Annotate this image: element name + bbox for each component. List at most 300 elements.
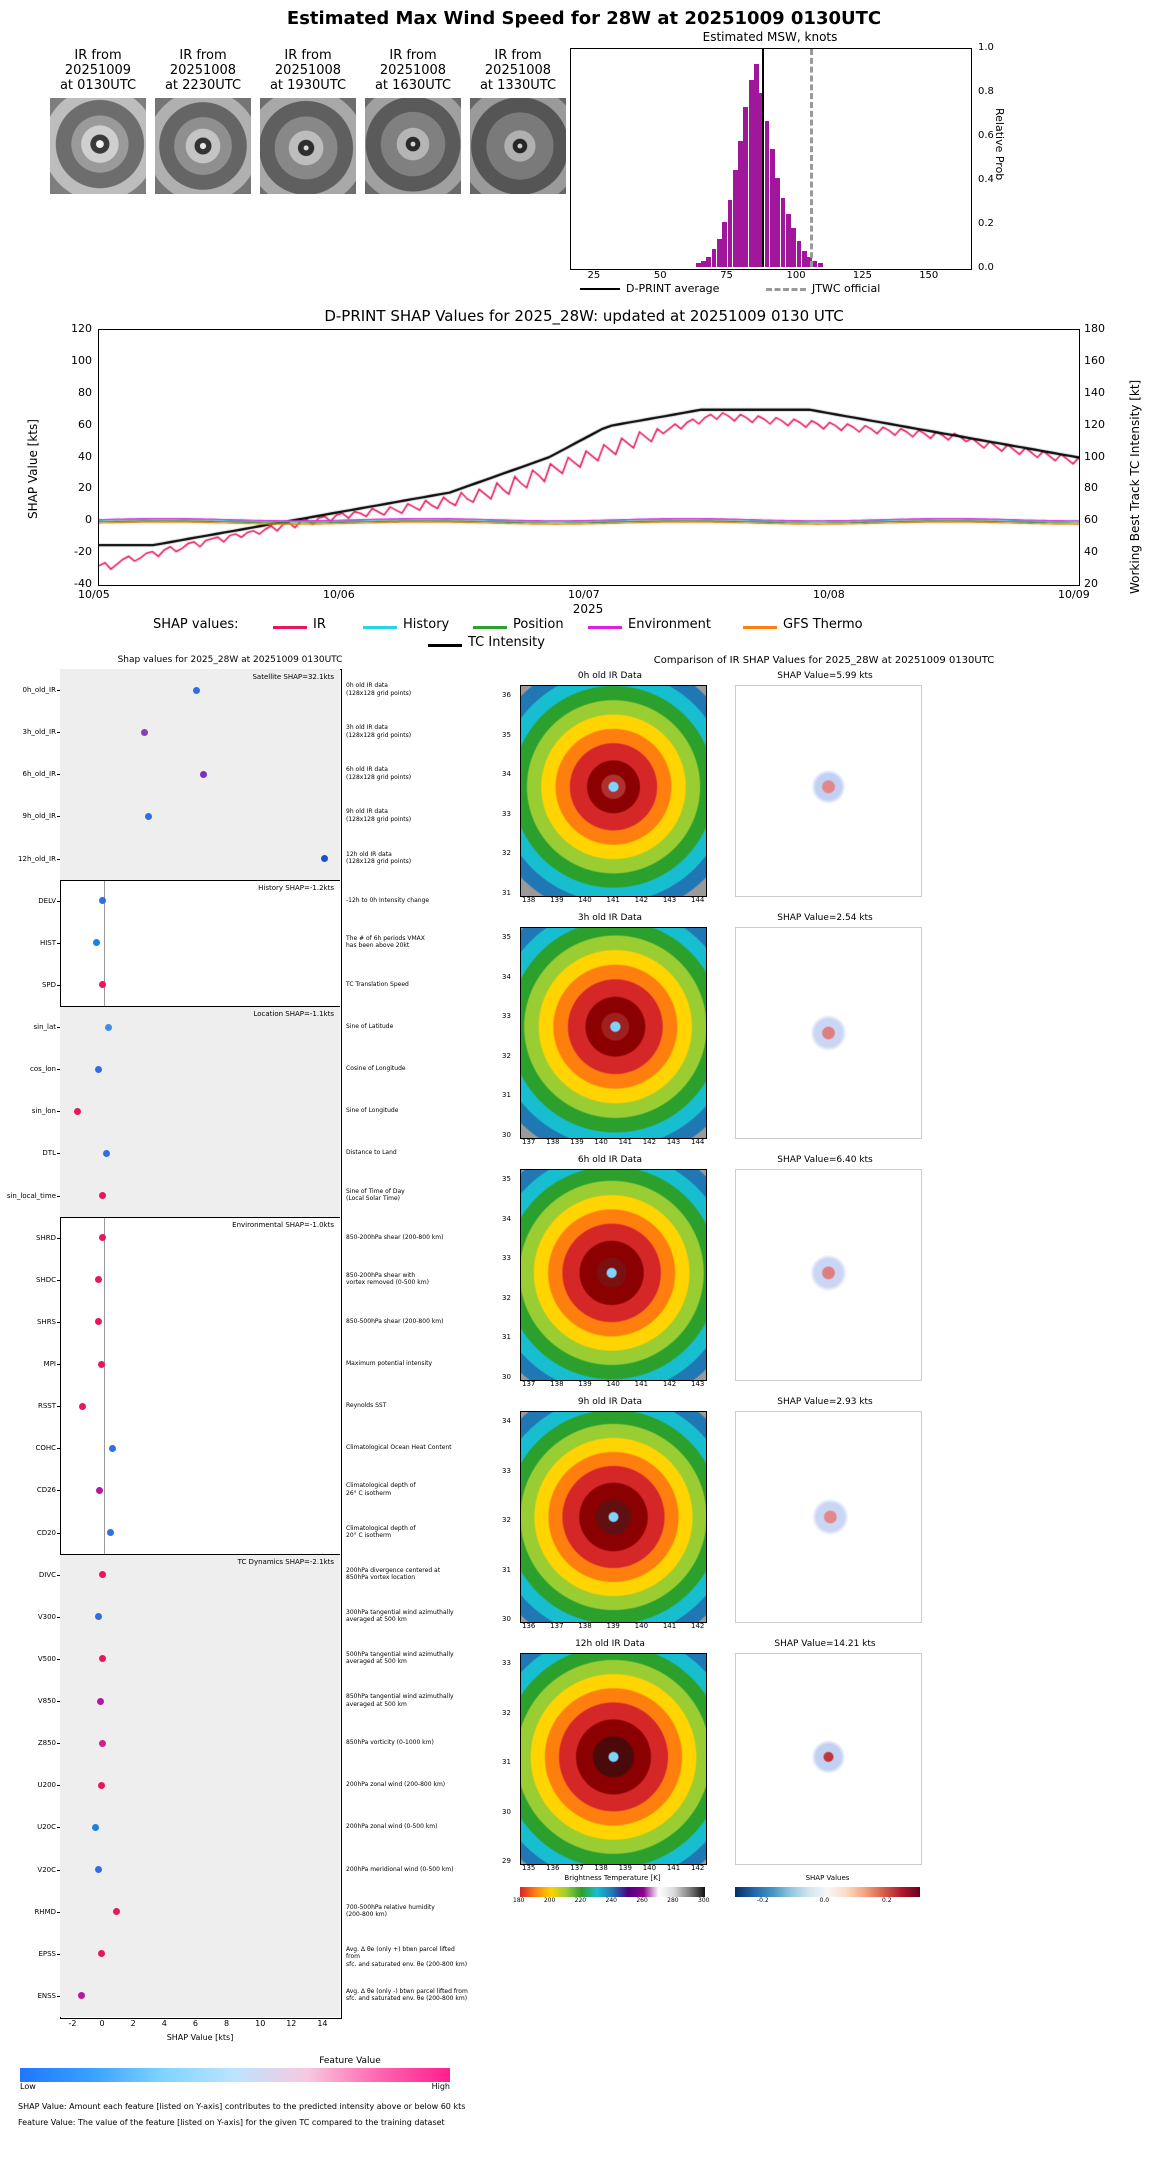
ir-xtick: 140 bbox=[606, 1380, 620, 1388]
shap-image-0h bbox=[735, 685, 922, 897]
shap-feature-label: HIST bbox=[39, 938, 56, 947]
shap-value-dot bbox=[99, 1234, 106, 1241]
shap-feature-label: cos_lon bbox=[30, 1065, 56, 1074]
shap-feature-label: CD20 bbox=[36, 1528, 56, 1537]
shap-group-band bbox=[60, 1006, 340, 1217]
shap-xtick: 8 bbox=[224, 2019, 230, 2028]
shap-feature-description: 200hPa meridional wind (0-500 km) bbox=[346, 1865, 454, 1873]
shap-feature-description: 850hPa tangential wind azimuthally averaged at 500 km bbox=[346, 1693, 454, 1708]
ir-ytick: 32 bbox=[502, 1293, 511, 1302]
shap-colorbar-tick: -0.2 bbox=[757, 1897, 769, 1904]
ir-xtick: 141 bbox=[666, 1864, 681, 1872]
ir-ytick: 32 bbox=[502, 1708, 511, 1717]
shap-row-title-0h: SHAP Value=5.99 kts bbox=[777, 671, 873, 681]
timeseries-left-ytick: 40 bbox=[78, 449, 92, 463]
bt-colorbar-tick: 180 bbox=[513, 1897, 525, 1904]
ir-xtick: 139 bbox=[570, 1138, 584, 1146]
shap-row-tick bbox=[57, 816, 60, 817]
timeseries-xtick: 10/05 bbox=[78, 588, 110, 601]
ir-xtick: 135 bbox=[522, 1864, 536, 1872]
histogram-bar bbox=[781, 198, 786, 267]
timeseries-left-ytick: 0 bbox=[85, 513, 92, 527]
shap-value-dot bbox=[95, 1613, 102, 1620]
legend-label-environment: Environment bbox=[628, 617, 712, 632]
shap-feature-description: 500hPa tangential wind azimuthally averaged at 500 km bbox=[346, 1650, 454, 1666]
ir-xtick: 140 bbox=[578, 896, 592, 904]
histogram-bar bbox=[770, 149, 775, 267]
shap-feature-description: 200hPa divergence centered at 850hPa vortex location bbox=[346, 1566, 441, 1582]
shap-row-tick bbox=[57, 1196, 60, 1197]
histogram-bar bbox=[791, 228, 796, 267]
shap-value-dot bbox=[99, 1192, 106, 1199]
shap-row-tick bbox=[57, 1533, 60, 1534]
ir-ytick: 31 bbox=[502, 1758, 511, 1766]
ir-thumbnail-caption-line3: at 2230UTC bbox=[164, 78, 242, 93]
ir-ytick: 31 bbox=[502, 1565, 511, 1574]
shap-feature-label: SHDC bbox=[36, 1275, 56, 1284]
shap-feature-description: 700-500hPa relative humidity (200-800 km) bbox=[346, 1903, 435, 1919]
histogram-ytick: 0.2 bbox=[978, 218, 994, 229]
shap-feature-label: SPD bbox=[41, 980, 56, 989]
shap-group-header: TC Dynamics SHAP=-2.1kts bbox=[237, 1557, 334, 1566]
histogram-bar bbox=[696, 263, 701, 267]
feature-value-colorbar bbox=[20, 2056, 450, 2090]
legend-dprint-swatch bbox=[580, 288, 620, 290]
shap-feature-label: DIVC bbox=[38, 1570, 56, 1579]
shap-feature-description: TC Translation Speed bbox=[346, 980, 409, 988]
shap-panel-title: Shap values for 2025_28W at 20251009 0130UTC bbox=[117, 655, 343, 665]
shap-row-tick bbox=[57, 732, 60, 733]
shap-row-tick bbox=[57, 1785, 60, 1786]
timeseries-xtick: 10/09 bbox=[1058, 588, 1090, 601]
ir-comparison-panel bbox=[480, 655, 1168, 2115]
shap-feature-label: V20C bbox=[37, 1865, 56, 1874]
shap-row-tick bbox=[57, 1617, 60, 1618]
ir-thumbnail-caption-line2: 20251008 bbox=[379, 63, 447, 78]
shap-value-dot bbox=[99, 1740, 106, 1747]
shap-colorbar-tick: 0.0 bbox=[819, 1897, 830, 1904]
ir-xtick: 142 bbox=[691, 1622, 705, 1630]
ir-ytick: 33 bbox=[502, 1659, 511, 1667]
timeseries-left-axis bbox=[58, 322, 96, 590]
histogram-xtick: 125 bbox=[852, 270, 872, 281]
timeseries-right-ytick: 80 bbox=[1084, 481, 1098, 495]
histogram-bar bbox=[717, 239, 722, 267]
ir-ytick: 30 bbox=[502, 1807, 511, 1816]
shap-feature-label: 6h_old_IR bbox=[22, 770, 56, 779]
ir-thumbnail-caption-line1: IR from bbox=[389, 48, 437, 63]
shap-row-tick bbox=[57, 1069, 60, 1070]
ir-xtick: 136 bbox=[522, 1622, 536, 1630]
shap-feature-label: DELV bbox=[38, 896, 56, 905]
bt-colorbar-tick: 220 bbox=[574, 1897, 587, 1904]
shap-feature-description: Sine of Longitude bbox=[346, 1107, 399, 1115]
shap-group-separator bbox=[60, 1554, 340, 1555]
shap-row-tick bbox=[57, 985, 60, 986]
histogram-bars bbox=[571, 49, 969, 267]
shap-value-dot bbox=[141, 729, 148, 736]
shap-feature-description: 300hPa tangential wind azimuthally averaged at 500 km bbox=[346, 1608, 454, 1624]
legend-swatch-ir bbox=[273, 626, 307, 629]
shap-feature-label: Z850 bbox=[37, 1739, 56, 1748]
ir-xtick: 143 bbox=[662, 896, 677, 904]
shap-row-tick bbox=[57, 901, 60, 902]
shap-feature-label: SHRD bbox=[36, 1233, 56, 1242]
ir-ytick: 30 bbox=[502, 1615, 511, 1623]
ir-xtick: 141 bbox=[634, 1380, 649, 1388]
ir-xtick: 141 bbox=[662, 1622, 677, 1630]
shap-row-tick bbox=[57, 1996, 60, 1997]
ir-row-title-9h: 9h old IR Data bbox=[577, 1397, 643, 1407]
timeseries-canvas bbox=[99, 330, 1079, 585]
shap-row-tick bbox=[57, 1743, 60, 1744]
shap-value-dot bbox=[96, 1487, 103, 1494]
timeseries-left-ytick: 60 bbox=[78, 417, 92, 431]
shap-feature-description: Maximum potential intensity bbox=[346, 1360, 433, 1368]
histogram-bar bbox=[701, 261, 706, 267]
shap-value-dot bbox=[98, 1950, 105, 1957]
shap-row-tick bbox=[57, 1659, 60, 1660]
timeseries-left-ytick: 120 bbox=[71, 322, 92, 335]
ir-xtick: 140 bbox=[594, 1138, 608, 1146]
histogram-bar bbox=[749, 80, 754, 267]
legend-label-history: History bbox=[403, 617, 450, 632]
ir-ytick: 36 bbox=[502, 691, 511, 699]
histogram-bar bbox=[706, 257, 711, 267]
shap-feature-label: V300 bbox=[37, 1612, 56, 1621]
shap-row-tick bbox=[57, 1490, 60, 1491]
ir-xtick: 142 bbox=[634, 896, 649, 904]
timeseries-ylabel-right: Working Best Track TC Intensity [kt] bbox=[1128, 379, 1142, 594]
shap-row-tick bbox=[57, 1406, 60, 1407]
histogram-bar bbox=[797, 241, 802, 267]
feature-colorbar-title: Feature Value bbox=[319, 2056, 381, 2066]
histogram-ytick: 1.0 bbox=[978, 42, 994, 53]
shap-feature-label: MPI bbox=[43, 1360, 56, 1369]
shap-feature-label: sin_lon bbox=[31, 1107, 56, 1116]
legend-label-gfsthermo: GFS Thermo bbox=[783, 617, 863, 632]
timeseries-right-ytick: 20 bbox=[1084, 577, 1098, 590]
histogram-ytick: 0.0 bbox=[978, 262, 994, 273]
shap-values-colorbar-label: SHAP Values bbox=[805, 1874, 850, 1882]
legend-swatch-environment bbox=[588, 626, 622, 629]
ir-thumbnail bbox=[48, 48, 148, 194]
ir-ytick: 33 bbox=[502, 1254, 511, 1263]
histogram-bar bbox=[722, 222, 727, 267]
shap-feature-description: 9h old IR data (128x128 grid points) bbox=[346, 808, 412, 823]
shap-row-title-12h: SHAP Value=14.21 kts bbox=[774, 1639, 876, 1649]
timeseries-xtick: 10/07 bbox=[568, 588, 600, 601]
shap-value-dot bbox=[79, 1403, 86, 1410]
shap-group-header: Satellite SHAP=32.1kts bbox=[252, 673, 334, 681]
shap-feature-description: 850-200hPa shear (200-800 km) bbox=[346, 1233, 444, 1241]
histogram-ytick: 0.4 bbox=[978, 174, 994, 185]
shap-value-dot bbox=[99, 1571, 106, 1578]
shap-value-dot bbox=[321, 855, 328, 862]
shap-row-tick bbox=[57, 1575, 60, 1576]
shap-row-title-6h: SHAP Value=6.40 kts bbox=[777, 1155, 873, 1165]
shap-feature-description: Reynolds SST bbox=[346, 1402, 387, 1410]
shap-row-tick bbox=[57, 1701, 60, 1702]
shap-group-header: Environmental SHAP=-1.0kts bbox=[232, 1220, 334, 1229]
shap-row-tick bbox=[57, 690, 60, 691]
shap-feature-description: 0h old IR data (128x128 grid points) bbox=[346, 682, 412, 697]
shap-feature-label: 9h_old_IR bbox=[22, 812, 56, 821]
timeseries-right-axis bbox=[1080, 322, 1120, 590]
ir-thumbnail-caption-line2: 20251008 bbox=[484, 63, 552, 78]
timeseries-right-ytick: 40 bbox=[1084, 545, 1098, 559]
ir-comparison-title: Comparison of IR SHAP Values for 2025_28W at 20251009 0130UTC bbox=[653, 655, 995, 666]
shap-feature-description: Distance to Land bbox=[346, 1149, 397, 1157]
shap-value-dot bbox=[98, 1782, 105, 1789]
shap-rows bbox=[0, 669, 470, 2017]
ir-xtick: 139 bbox=[618, 1864, 632, 1872]
histogram-bar bbox=[738, 141, 743, 267]
shap-row-tick bbox=[57, 1322, 60, 1323]
timeseries-title: D-PRINT SHAP Values for 2025_28W: updated at 20251009 0130 UTC bbox=[324, 307, 844, 325]
shap-value-dot bbox=[74, 1108, 81, 1115]
ir-image-3h bbox=[520, 927, 707, 1139]
shap-value-dot bbox=[95, 1066, 102, 1073]
shap-value-dot bbox=[95, 1276, 102, 1283]
ir-xtick: 138 bbox=[546, 1138, 560, 1146]
shap-xtick: 14 bbox=[317, 2019, 328, 2028]
shap-feature-label: RHMD bbox=[34, 1907, 56, 1916]
legend-swatch-history bbox=[363, 626, 397, 629]
ir-thumbnail-caption-line2: 20251008 bbox=[169, 63, 237, 78]
legend-jtwc-label: JTWC official bbox=[812, 282, 881, 295]
shap-xtick: 12 bbox=[286, 2019, 297, 2028]
bt-colorbar-tick: 260 bbox=[636, 1897, 648, 1904]
shap-value-dot bbox=[113, 1908, 120, 1915]
shap-feature-label: 0h_old_IR bbox=[22, 686, 56, 695]
shap-feature-label: 12h_old_IR bbox=[18, 854, 56, 863]
legend-swatch-gfsthermo bbox=[743, 626, 777, 629]
ir-xtick: 142 bbox=[642, 1138, 657, 1146]
shap-colorbar-tick: 0.2 bbox=[882, 1897, 892, 1904]
ir-ytick: 32 bbox=[502, 1516, 511, 1524]
ir-xtick: 142 bbox=[662, 1380, 677, 1388]
ir-ytick: 31 bbox=[502, 1091, 511, 1100]
timeseries-left-ytick: -40 bbox=[74, 577, 92, 590]
shap-values-panel bbox=[0, 655, 470, 2075]
shap-feature-description: Climatological depth of 20° C isotherm bbox=[346, 1524, 416, 1540]
shap-xtick: -2 bbox=[68, 2019, 77, 2028]
timeseries-x-axis bbox=[78, 586, 1090, 602]
ir-xtick: 144 bbox=[691, 896, 705, 904]
ir-row-title-3h: 3h old IR Data bbox=[577, 913, 643, 923]
histogram-bar bbox=[712, 249, 717, 267]
timeseries-left-ytick: 100 bbox=[71, 353, 92, 367]
histogram-bar bbox=[728, 200, 733, 267]
shap-image-9h bbox=[735, 1411, 922, 1623]
timeseries-ylabel-left: SHAP Value [kts] bbox=[26, 419, 40, 519]
ir-ytick: 31 bbox=[502, 889, 511, 897]
ir-thumbnail-strip bbox=[40, 48, 560, 203]
ir-xtick: 137 bbox=[522, 1380, 536, 1388]
ir-thumbnail bbox=[468, 48, 568, 194]
shap-feature-label: V500 bbox=[37, 1654, 56, 1663]
ir-ytick: 34 bbox=[502, 1417, 511, 1425]
shap-feature-label: sin_lat bbox=[33, 1023, 56, 1032]
shap-value-dot bbox=[109, 1445, 116, 1452]
shap-feature-description: 850-200hPa shear with vortex removed (0-500 km) bbox=[346, 1271, 429, 1287]
shap-feature-label: sin_local_time bbox=[6, 1191, 56, 1200]
ir-xtick: 137 bbox=[522, 1138, 536, 1146]
feature-colorbar-low-label: Low bbox=[20, 2082, 36, 2091]
ir-thumbnail-caption-line1: IR from bbox=[179, 48, 227, 63]
ir-ytick: 35 bbox=[502, 1175, 511, 1183]
shap-row-tick bbox=[57, 1954, 60, 1955]
legend-swatch-position bbox=[473, 626, 507, 629]
shap-x-axis bbox=[60, 2019, 340, 2033]
ir-thumbnail-image bbox=[470, 98, 566, 194]
ir-xtick: 136 bbox=[546, 1864, 560, 1872]
timeseries-xtick: 10/06 bbox=[323, 588, 355, 601]
ir-ytick: 31 bbox=[502, 1333, 511, 1342]
ir-thumbnail-caption-line2: 20251008 bbox=[274, 63, 342, 78]
shap-feature-description: 850hPa vorticity (0-1000 km) bbox=[346, 1739, 434, 1747]
shap-value-dot bbox=[97, 1698, 104, 1705]
shap-feature-description: Sine of Time of Day (Local Solar Time) bbox=[346, 1187, 405, 1203]
histogram-bar bbox=[786, 214, 791, 267]
shap-row-tick bbox=[57, 1238, 60, 1239]
shap-feature-label: COHC bbox=[35, 1444, 56, 1453]
histogram-xtick: 50 bbox=[653, 270, 667, 281]
ir-image-0h bbox=[520, 685, 707, 897]
ir-thumbnail-caption-line3: at 1330UTC bbox=[479, 78, 557, 93]
shap-feature-description: Avg. Δ θe (only +) btwn parcel lifted from sfc. and saturated env. θe (200-800 km) bbox=[346, 1945, 468, 1968]
ir-ytick: 34 bbox=[502, 972, 511, 981]
ir-ytick: 33 bbox=[502, 809, 511, 818]
brightness-temperature-colorbar bbox=[520, 1887, 705, 1897]
shap-row-tick bbox=[57, 1153, 60, 1154]
ir-ytick: 33 bbox=[502, 1012, 511, 1021]
shap-image-6h bbox=[735, 1169, 922, 1381]
timeseries-xtick: 10/08 bbox=[813, 588, 845, 601]
shap-value-dot bbox=[95, 1318, 102, 1325]
legend-jtwc-swatch bbox=[766, 288, 806, 291]
shap-feature-description: Avg. Δ θe (only -) btwn parcel lifted from sfc. and saturated env. θe (200-800 km) bbox=[346, 1987, 468, 2003]
ir-xtick: 143 bbox=[691, 1380, 705, 1388]
ir-thumbnail-caption-line1: IR from bbox=[74, 48, 122, 63]
shap-feature-description: Cosine of Longitude bbox=[346, 1065, 406, 1073]
timeseries-right-ytick: 160 bbox=[1084, 353, 1105, 367]
timeseries-right-ytick: 60 bbox=[1084, 513, 1098, 527]
ir-thumbnail-image bbox=[50, 98, 146, 194]
legend-dprint-label: D-PRINT average bbox=[626, 282, 720, 295]
ir-thumbnail bbox=[258, 48, 358, 194]
histogram-ylabel: Relative Prob bbox=[993, 108, 1006, 181]
ir-row-title-12h: 12h old IR Data bbox=[575, 1639, 645, 1649]
legend-label-position: Position bbox=[513, 617, 564, 632]
histogram-ytick: 0.8 bbox=[978, 86, 994, 97]
shap-value-dot bbox=[93, 939, 100, 946]
shap-feature-label: 3h_old_IR bbox=[22, 728, 56, 737]
ir-thumbnail-image bbox=[155, 98, 251, 194]
shap-row-tick bbox=[57, 1870, 60, 1871]
histogram-bar bbox=[812, 261, 817, 267]
dprint-average-line bbox=[762, 49, 764, 267]
histogram-xtick: 100 bbox=[786, 270, 806, 281]
shap-feature-description: 3h old IR data (128x128 grid points) bbox=[346, 724, 412, 739]
histogram-bar bbox=[733, 170, 738, 267]
histogram-xtick: 75 bbox=[720, 270, 733, 281]
ir-image-9h bbox=[520, 1411, 707, 1623]
ir-thumbnail-caption-line3: at 1630UTC bbox=[374, 78, 452, 93]
bt-colorbar-tick: 280 bbox=[667, 1897, 679, 1904]
shap-group-separator bbox=[60, 1006, 340, 1007]
ir-thumbnail bbox=[153, 48, 253, 194]
shap-value-dot bbox=[99, 981, 106, 988]
shap-value-dot bbox=[200, 771, 207, 778]
ir-xtick: 138 bbox=[578, 1622, 592, 1630]
shap-feature-description: 6h old IR data (128x128 grid points) bbox=[346, 766, 412, 781]
ir-thumbnail-caption-line1: IR from bbox=[284, 48, 332, 63]
histogram-bar bbox=[765, 121, 770, 267]
histogram-title: Estimated MSW, knots bbox=[702, 30, 838, 44]
shap-feature-description: 850-500hPa shear (200-800 km) bbox=[346, 1317, 444, 1325]
shap-feature-label: RSST bbox=[37, 1402, 56, 1411]
histogram-bar bbox=[802, 251, 807, 267]
histogram-bar bbox=[754, 64, 759, 267]
shap-xtick: 10 bbox=[255, 2019, 266, 2028]
timeseries-right-ytick: 140 bbox=[1084, 385, 1105, 399]
shap-group-separator bbox=[60, 1217, 340, 1218]
shap-group-header: History SHAP=-1.2kts bbox=[258, 883, 334, 892]
bt-colorbar-tick: 240 bbox=[605, 1897, 617, 1904]
timeseries-right-ytick: 180 bbox=[1084, 322, 1105, 335]
shap-xtick: 4 bbox=[161, 2019, 167, 2028]
shap-feature-label: CD26 bbox=[36, 1486, 56, 1495]
ir-row-title-6h: 6h old IR Data bbox=[577, 1155, 643, 1165]
feature-colorbar-gradient bbox=[20, 2068, 450, 2082]
legend-swatch-tcintensity bbox=[428, 644, 462, 647]
shap-group-header: Location SHAP=-1.1kts bbox=[253, 1010, 334, 1018]
ir-xtick: 137 bbox=[570, 1864, 584, 1872]
timeseries-right-ytick: 120 bbox=[1084, 417, 1105, 431]
ir-xtick: 143 bbox=[666, 1138, 681, 1146]
ir-xtick: 139 bbox=[606, 1622, 620, 1630]
shap-feature-label: U20C bbox=[37, 1823, 56, 1832]
ir-thumbnail-caption-line3: at 0130UTC bbox=[59, 78, 137, 93]
shap-xtick: 0 bbox=[99, 2019, 105, 2028]
ir-xtick: 140 bbox=[642, 1864, 657, 1872]
ir-image-6h bbox=[520, 1169, 707, 1381]
ir-ytick: 35 bbox=[502, 730, 511, 739]
footnote-feature-value: Feature Value: The value of the feature [listed on Y-axis] for the given TC compared to the training dataset bbox=[18, 2118, 445, 2127]
ir-xtick: 138 bbox=[550, 1380, 564, 1388]
shap-feature-description: The # of 6h periods VMAX has been above 20kt bbox=[346, 934, 425, 950]
timeseries-right-ytick: 100 bbox=[1084, 449, 1105, 463]
legend-label-shapvalues: SHAP values: bbox=[153, 617, 239, 632]
shap-feature-label: SHRS bbox=[36, 1317, 56, 1326]
histogram-panel bbox=[560, 30, 1150, 295]
ir-xtick: 139 bbox=[578, 1380, 592, 1388]
shap-feature-description: 12h old IR data (128x128 grid points) bbox=[346, 850, 412, 866]
timeseries-panel bbox=[18, 305, 1150, 650]
ir-ytick: 29 bbox=[502, 1857, 511, 1865]
shap-image-3h bbox=[735, 927, 922, 1139]
ir-xtick: 139 bbox=[550, 896, 564, 904]
ir-xtick: 141 bbox=[606, 896, 620, 904]
ir-ytick: 34 bbox=[502, 770, 511, 779]
histogram-bar bbox=[775, 178, 780, 267]
shap-feature-description: 200hPa zonal wind (0-500 km) bbox=[346, 1823, 438, 1831]
timeseries-left-ytick: -20 bbox=[74, 545, 92, 559]
ir-ytick: 30 bbox=[502, 1373, 511, 1381]
histogram-xtick: 25 bbox=[587, 270, 601, 281]
